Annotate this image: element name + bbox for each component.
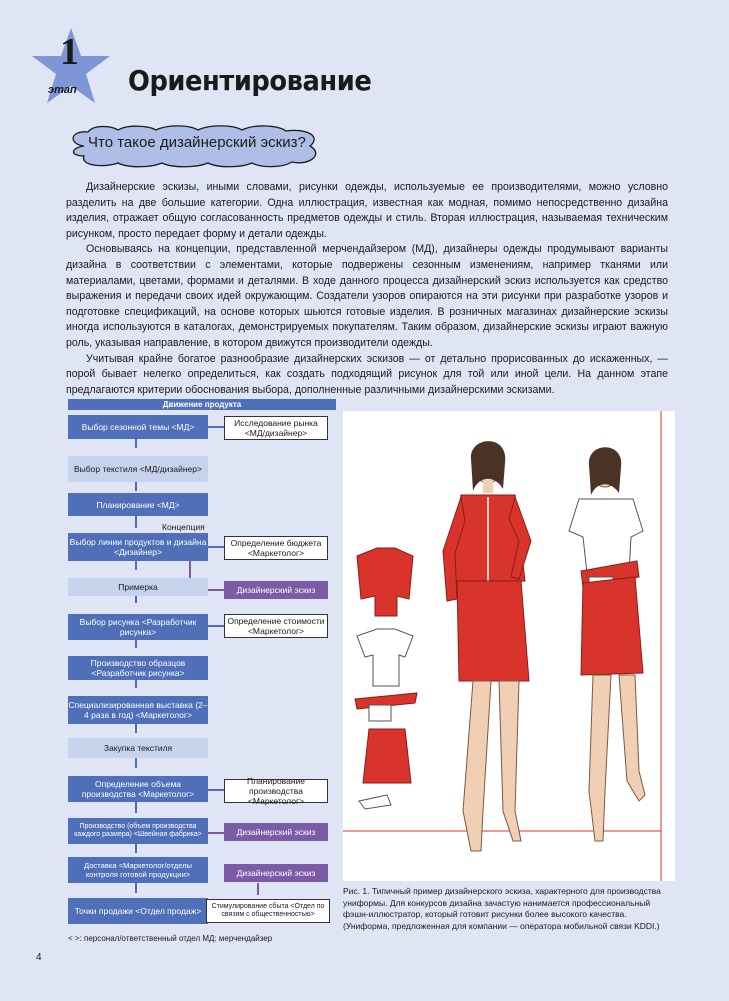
stage-number: 1 (60, 31, 79, 73)
flow-side-sketch-3: Дизайнерский эскиз (224, 864, 328, 882)
paragraph-2: Основываясь на концепции, представленной мерчендайзером (МД), дизайнеры одежды продумывают варианты дизайна в соответствии с элементами, которые подвержены сезонным изменениям, например тканями или материалами, цветами, формами и деталями. В ходе данного процесса дизайнерский эскиз используется как средство выражения и передачи своих идей окружающим. Создатели узоров опираются на эти рисунки при разработке узоров и подготовке спецификаций, на основе которых шьются готовые изделия. В розничных магазинах дизайнерские эскизы иногда используются в каталогах, демонстрируемых покупателям. Таким образом, дизайнерские эскизы играют важную роль, указывая направление, в котором движутся производители одежды. (66, 243, 668, 349)
flow-step-samples: Производство образцов <Разработчик рисунка> (68, 656, 208, 680)
page-title: Ориентирование (128, 64, 372, 97)
flow-side-promotion: Стимулирование сбыта <Отдел по связям с общественностью> (206, 899, 330, 923)
flow-step-season-theme: Выбор сезонной темы <МД> (68, 415, 208, 439)
flow-step-volume: Определение объема производства <Маркетолог> (68, 776, 208, 802)
section-question: Что такое дизайнерский эскиз? (88, 134, 306, 151)
flow-step-pattern-choice: Выбор рисунка <Разработчик рисунка> (68, 614, 208, 640)
flow-step-product-line: Выбор линии продуктов и дизайна <Дизайнер> (68, 533, 208, 561)
flow-step-textile-choice: Выбор текстиля <МД/дизайнер> (68, 456, 208, 482)
flow-step-delivery: Доставка <Маркетолог/отделы контроля готовой продукции> (68, 857, 208, 883)
flow-side-production-planning: Планирование производства <Маркетолог> (224, 779, 328, 803)
flow-step-sales-points: Точки продажи <Отдел продаж> (68, 898, 208, 924)
flow-step-planning: Планирование <МД> (68, 493, 208, 516)
flow-side-sketch-1: Дизайнерский эскиз (224, 581, 328, 599)
body-text (66, 180, 668, 398)
paragraph-1: Дизайнерские эскизы, иными словами, рисунки одежды, используемые ее производителями, можно условно разделить на две большие категории. Одна иллюстрация, известная как модная, помимо непосредственно дизайна изделия, отражает общую согласованность предметов одежды и стиль. Вторая иллюстрация, называемая техническим рисунком, просто передает форму и детали одежды. (66, 181, 668, 240)
flow-step-production: Производство (объем производства каждого размера) <Швейная фабрика> (68, 818, 208, 844)
fashion-illustration (343, 411, 675, 881)
flow-step-exhibition: Специализированная выставка (2–4 раза в год) <Маркетолог> (68, 696, 208, 724)
flow-legend: < >: персонал/ответственный отдел МД: мерчендайзер (68, 934, 273, 943)
concept-label: Концепция (162, 522, 205, 532)
figure-caption: Рис. 1. Типичный пример дизайнерского эскиза, характерного для производства униформы. Для конкурсов дизайна зачастую нанимается профессиональный фэшн-иллюстратор, который готовит рисунки более высокого качества. (Униформа, предложенная для компании — оператора мобильной связи KDDI.) (343, 886, 661, 931)
flow-side-cost: Определение стоимости <Маркетолог> (224, 614, 328, 638)
stage-label: этап (48, 84, 77, 96)
flow-header: Движение продукта (68, 399, 336, 410)
page-number: 4 (36, 952, 42, 963)
flow-side-sketch-2: Дизайнерский эскиз (224, 823, 328, 841)
paragraph-3: Учитывая крайне богатое разнообразие дизайнерских эскизов — от детально прорисованных до искаженных, — порой бывает нелегко определиться, как создать подходящий рисунок для той или иной цели. На данном этапе предлагаются критерии обоснования выбора, дополненные различными дизайнерскими эскизами. (66, 352, 668, 396)
flow-step-fitting: Примерка (68, 578, 208, 596)
flow-step-textile-purchase: Закупка текстиля (68, 738, 208, 758)
flow-side-market-research: Исследование рынка <МД/дизайнер> (224, 416, 328, 440)
flow-side-budget: Определение бюджета <Маркетолог> (224, 536, 328, 560)
